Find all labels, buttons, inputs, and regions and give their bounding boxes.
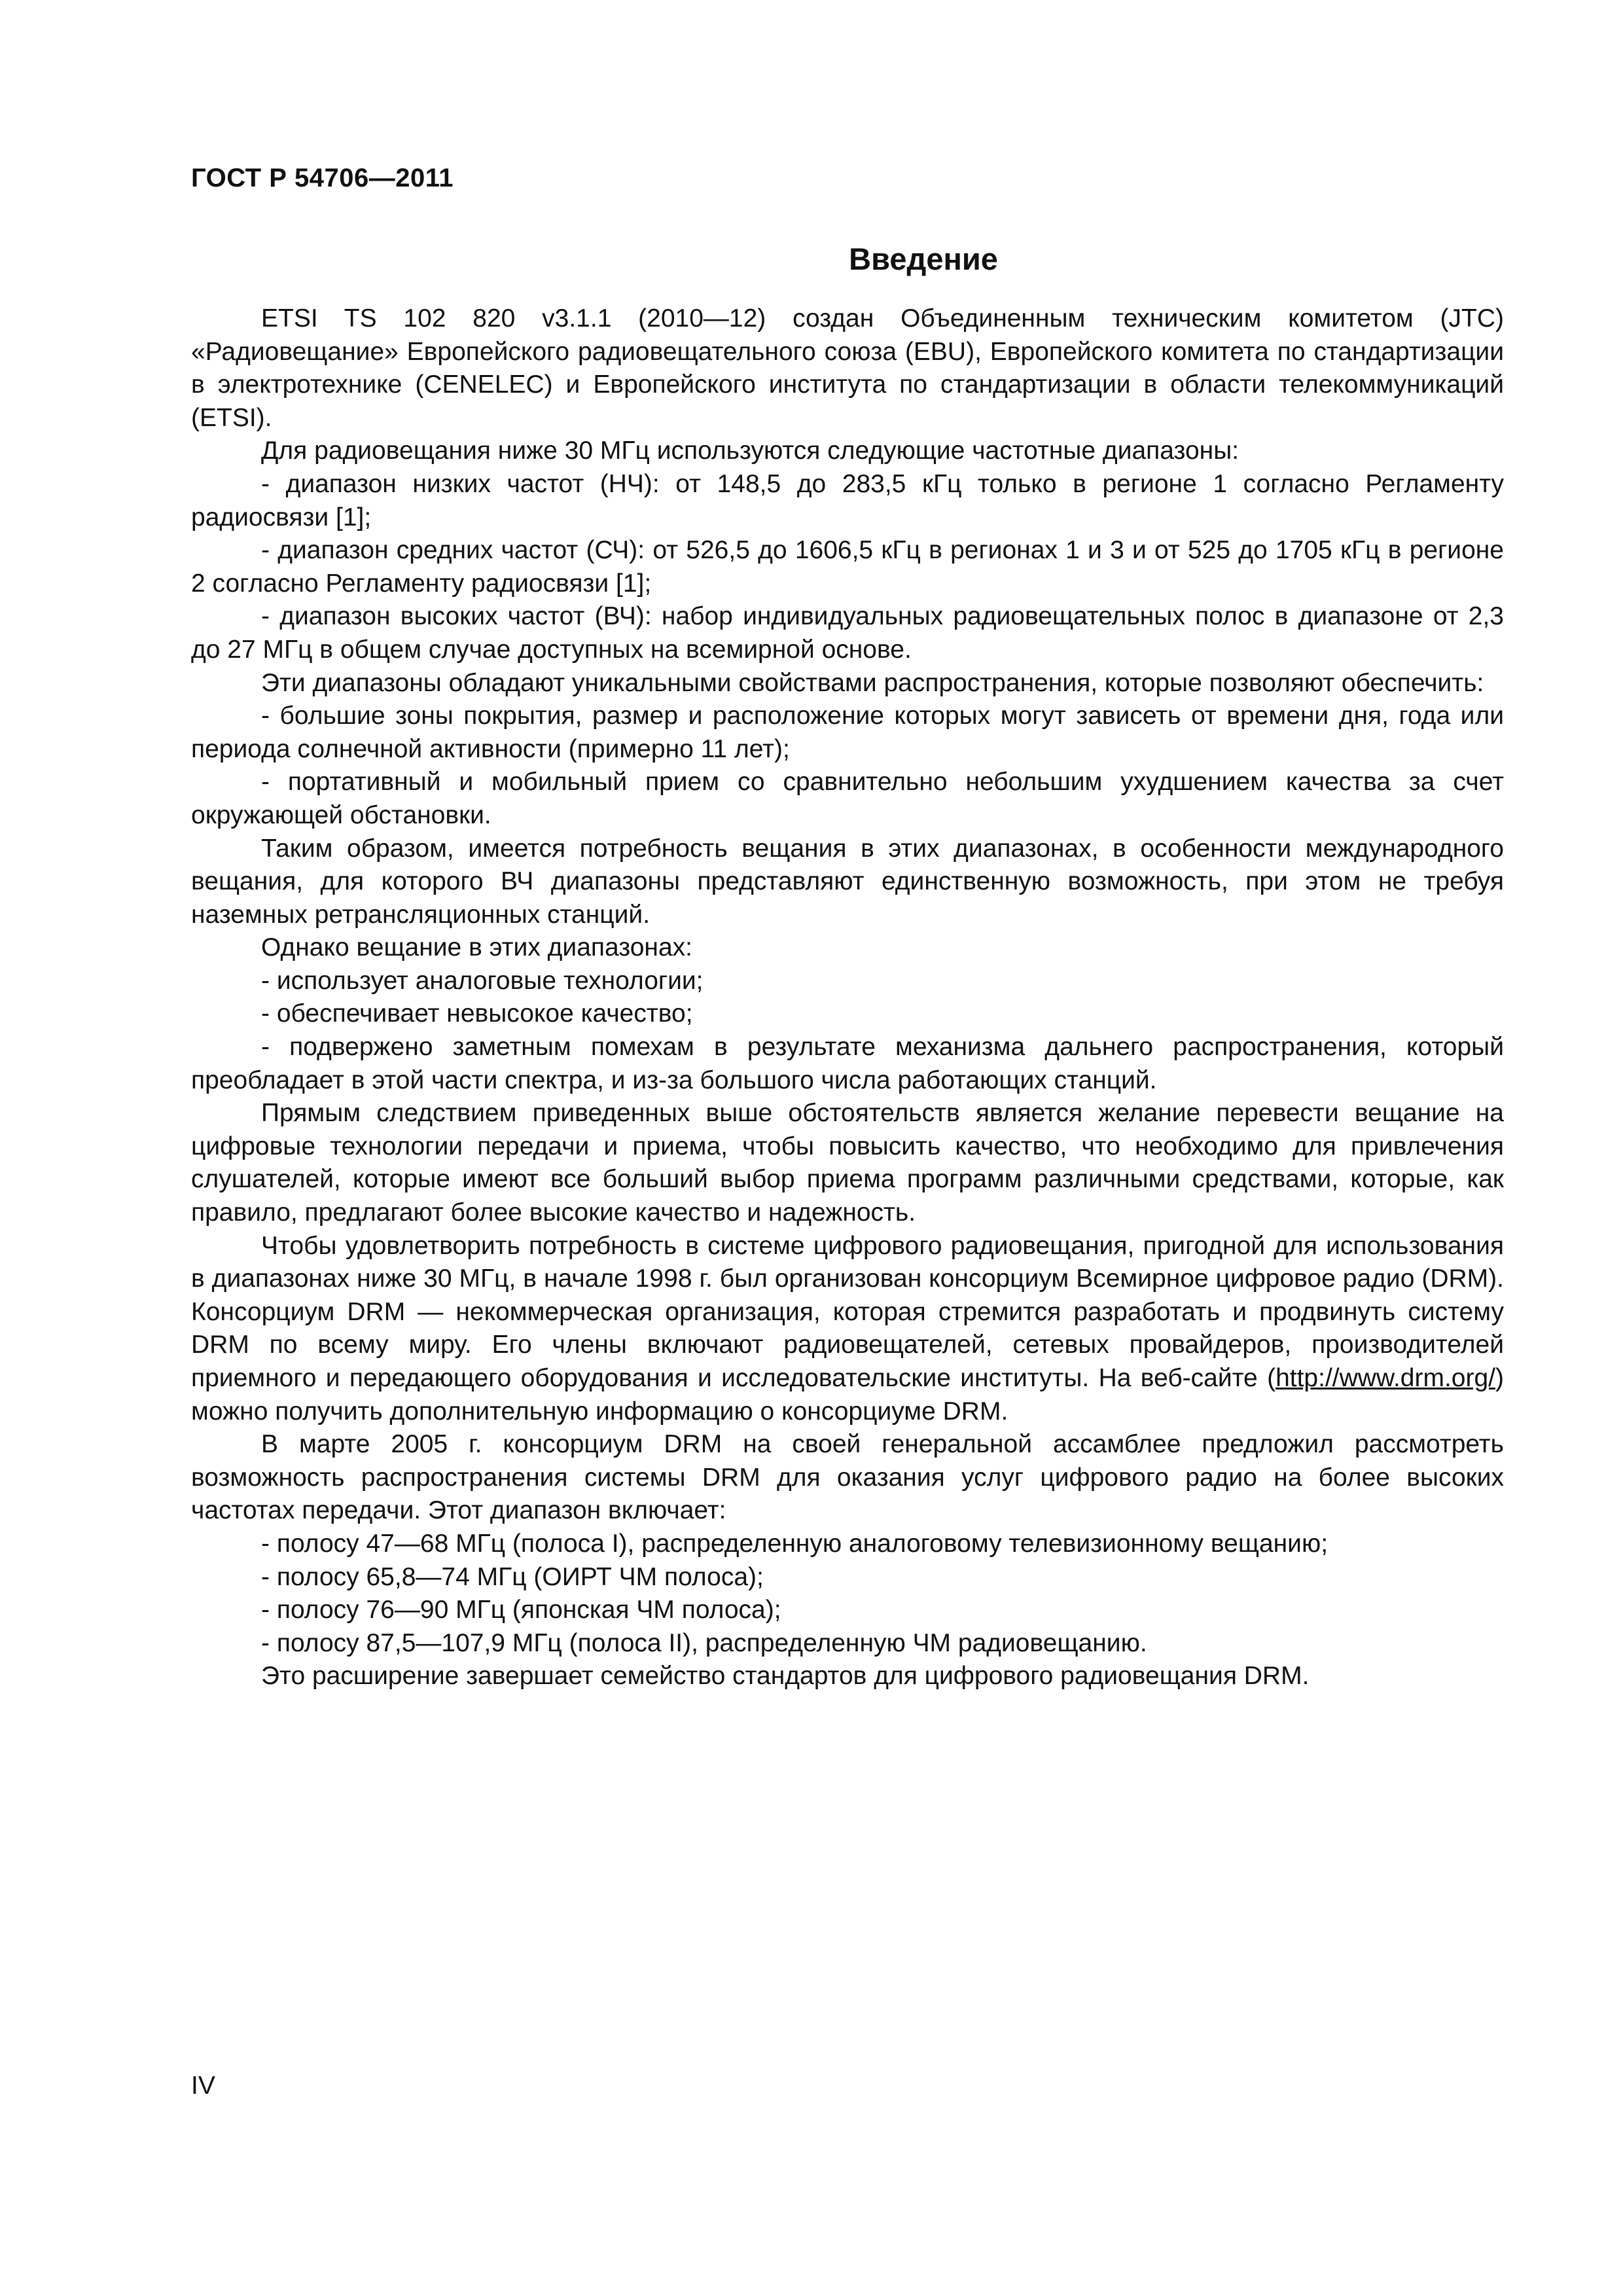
drm-text-before: Чтобы удовлетворить потребность в системе цифрового радиовещания, пригодной для использования в диапазонах ниже 30 МГц, в начале 1998 г. был организован консорциум Всемирное цифровое радио (DRM). Консорциум DRM — некоммерческая организация, которая стремится разработать и продвинуть систему DRM по всему миру. Его члены включают радиовещателей, сетевых провайдеров, производителей приемного и передающего оборудования и исследовательские институты. На веб-сайте ( xyxy=(191,1231,1504,1392)
list-item: - полосу 76—90 МГц (японская ЧМ полоса); xyxy=(261,1596,781,1624)
paragraph: Таким образом, имеется потребность вещания в этих диапазонах, в особенности международного вещания, для которого ВЧ диапазоны представляют единственную возможность, при этом не требуя наземных ретрансляционных станций. xyxy=(191,834,1504,929)
paragraph: Эти диапазоны обладают уникальными свойствами распространения, которые позволяют обеспечить: xyxy=(261,668,1484,697)
list-item: - обеспечивает невысокое качество; xyxy=(261,999,693,1028)
drm-text-after: ) можно получить дополнительную информацию о консорциуме DRM. xyxy=(191,1364,1504,1426)
paragraph: Это расширение завершает семейство стандартов для цифрового радиовещания DRM. xyxy=(261,1662,1310,1691)
list-item: - портативный и мобильный прием со сравнительно небольшим ухудшением качества за счет окружающей обстановки. xyxy=(191,768,1504,829)
list-item: - полосу 47—68 МГц (полоса I), распределенную аналоговому телевизионному вещанию; xyxy=(261,1529,1329,1558)
list-item: - диапазон средних частот (СЧ): от 526,5 до 1606,5 кГц в регионах 1 и 3 и от 525 до 1705 кГц в регионе 2 согласно Регламенту радиосвязи [1]; xyxy=(191,536,1504,598)
list-item: - подвержено заметным помехам в результате механизма дальнего распространения, который преобладает в этой части спектра, и из-за большого числа работающих станций. xyxy=(191,1033,1504,1094)
list-item: - большие зоны покрытия, размер и расположение которых могут зависеть от времени дня, года или периода солнечной активности (примерно 11 лет); xyxy=(191,702,1504,763)
list-item: - использует аналоговые технологии; xyxy=(261,966,704,995)
drm-website-link[interactable]: http://www.drm.org/ xyxy=(1275,1364,1495,1392)
list-item: - полосу 65,8—74 МГц (ОИРТ ЧМ полоса); xyxy=(261,1562,764,1591)
list-item: - диапазон низких частот (НЧ): от 148,5 до 283,5 кГц только в регионе 1 согласно Регламенту радиосвязи [1]; xyxy=(191,469,1504,531)
list-item: - полосу 87,5—107,9 МГц (полоса II), распределенную ЧМ радиовещанию. xyxy=(261,1628,1147,1657)
paragraph: Однако вещание в этих диапазонах: xyxy=(261,933,692,962)
page-number: IV xyxy=(191,2072,215,2100)
paragraph: Прямым следствием приведенных выше обстоятельств является желание перевести вещание на цифровые технологии передачи и приема, чтобы повысить качество, что необходимо для привлечения слушателей, которые имеют все больший выбор приема программ различными средствами, которые, как правило, предлагают более высокие качество и надежность. xyxy=(191,1099,1504,1227)
document-code: ГОСТ Р 54706—2011 xyxy=(191,164,454,192)
paragraph-drm xyxy=(191,1230,1504,1429)
section-title: Введение xyxy=(849,242,998,276)
paragraph: Для радиовещания ниже 30 МГц используются следующие частотные диапазоны: xyxy=(261,437,1240,465)
paragraph: ETSI TS 102 820 v3.1.1 (2010—12) создан Объединенным техническим комитетом (JTC) «Радиовещание» Европейского радиовещательного союза (EBU), Европейского комитета по стандартизации в электротехнике (CENELEC) и Европейского института по стандартизации в области телекоммуникаций (ETSI). xyxy=(191,304,1504,432)
body-text xyxy=(191,302,1504,1693)
list-item: - диапазон высоких частот (ВЧ): набор индивидуальных радиовещательных полос в диапазоне от 2,3 до 27 МГц в общем случае доступных на всемирной основе. xyxy=(191,602,1504,664)
paragraph: В марте 2005 г. консорциум DRM на своей генеральной ассамблее предложил рассмотреть возможность распространения системы DRM для оказания услуг цифрового радио на более высоких частотах передачи. Этот диапазон включает: xyxy=(191,1430,1504,1525)
